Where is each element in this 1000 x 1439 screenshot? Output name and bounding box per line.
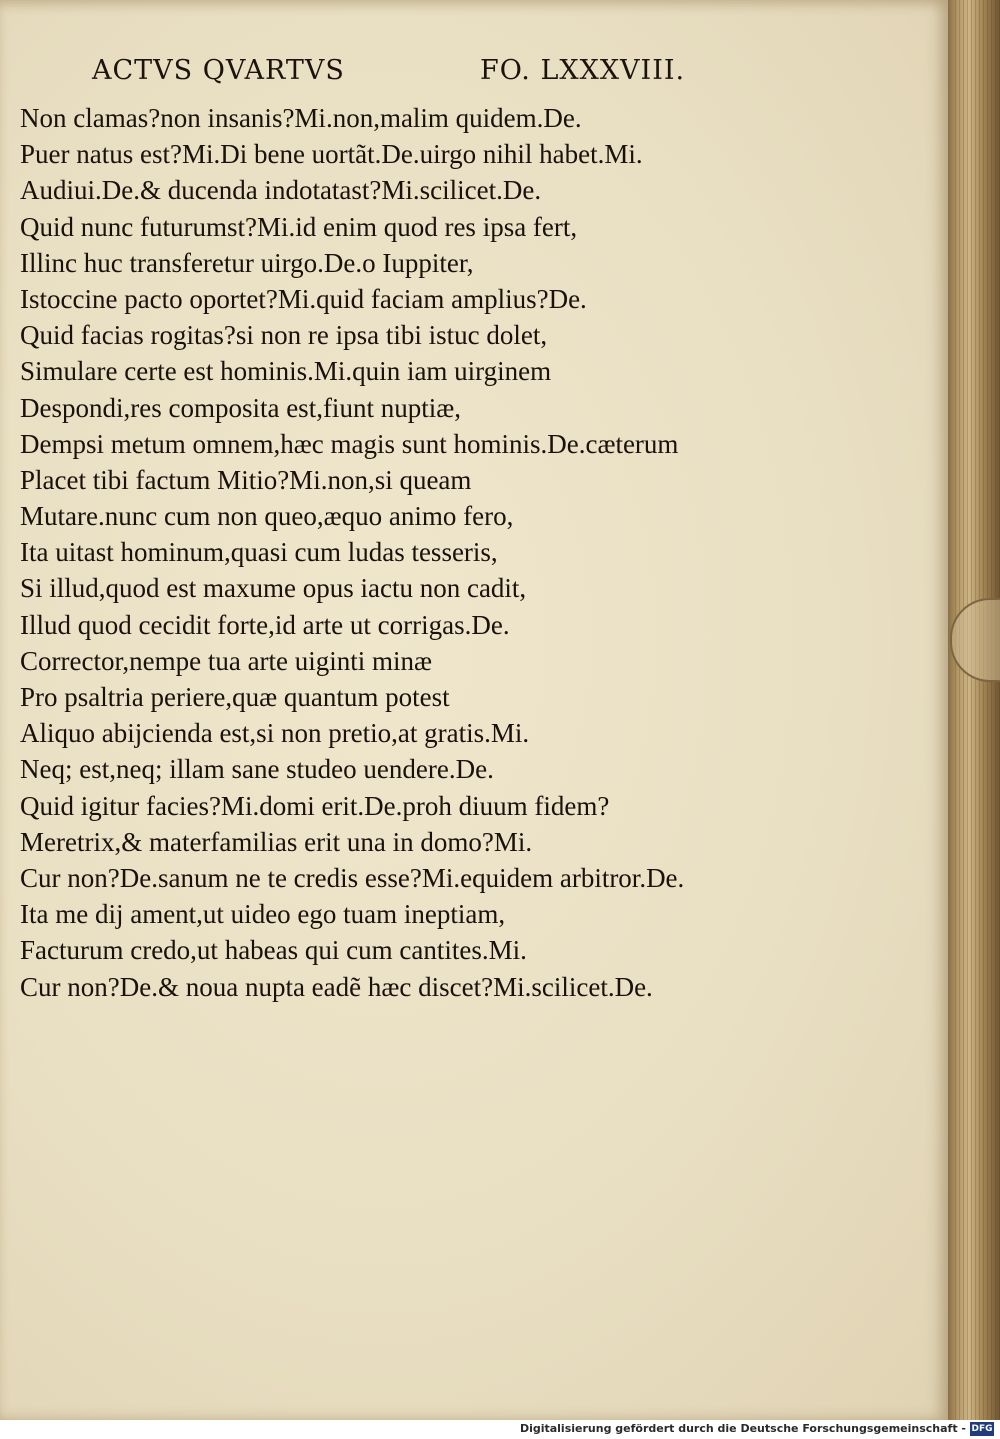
verse-line: Neq; est,neq; illam sane studeo uendere.De. bbox=[20, 754, 494, 785]
verse-line: Cur non?De.sanum ne te credis esse?Mi.equidem arbitror.De. bbox=[20, 862, 685, 893]
verse-line: Aliquo abijcienda est,si non pretio,at gratis.Mi. bbox=[20, 718, 530, 749]
verse-line: Facturum credo,ut habeas qui cum cantites.Mi. bbox=[20, 935, 527, 966]
verse-line: Corrector,nempe tua arte uiginti minæ bbox=[20, 645, 433, 676]
verse-line: Quid igitur facies?Mi.domi erit.De.proh diuum fidem? bbox=[20, 790, 610, 821]
verse-line: Placet tibi factum Mitio?Mi.non,si queam bbox=[20, 464, 472, 495]
folio-number: FO. LXXXVIII. bbox=[480, 55, 686, 86]
verse-line: Ita uitast hominum,quasi cum ludas tesseris, bbox=[20, 537, 498, 568]
verse-line: Illinc huc transferetur uirgo.De.o Iuppiter, bbox=[20, 247, 474, 278]
verse-line: Meretrix,& materfamilias erit una in domo?Mi. bbox=[20, 826, 533, 857]
verse-line: Illud quod cecidit forte,id arte ut corrigas.De. bbox=[20, 609, 510, 640]
running-head: ACTVS QVARTVS bbox=[92, 55, 345, 86]
verse-line: Audiui.De.& ducenda indotatast?Mi.scilicet.De. bbox=[20, 175, 542, 206]
funding-credit: Digitalisierung gefördert durch die Deutsche Forschungsgemeinschaft - bbox=[519, 1422, 966, 1435]
digitization-footer bbox=[0, 1420, 1000, 1439]
verse-line: Non clamas?non insanis?Mi.non,malim quidem.De. bbox=[20, 103, 582, 133]
verse-line: Puer natus est?Mi.Di bene uortãt.De.uirgo nihil habet.Mi. bbox=[20, 139, 643, 170]
verse-text-block bbox=[20, 100, 750, 1005]
verse-line: Despondi,res composita est,fiunt nuptiæ, bbox=[20, 392, 461, 423]
verse-line: Quid facias rogitas?si non re ipsa tibi istuc dolet, bbox=[20, 320, 548, 351]
verse-line: Quid nunc futurumst?Mi.id enim quod res ipsa fert, bbox=[20, 211, 578, 242]
verse-line: Mutare.nunc cum non queo,æquo animo fero, bbox=[20, 501, 514, 532]
dfg-logo: DFG bbox=[971, 1424, 993, 1434]
verse-line: Ita me dij ament,ut uideo ego tuam ineptiam, bbox=[20, 899, 506, 930]
verse-line: Istoccine pacto oportet?Mi.quid faciam amplius?De. bbox=[20, 283, 587, 314]
verse-line: Dempsi metum omnem,hæc magis sunt hominis.De.cæterum bbox=[20, 428, 679, 459]
verse-line: Cur non?De.& noua nupta eadẽ hæc discet?Mi.scilicet.De. bbox=[20, 971, 653, 1002]
verse-line: Simulare certe est hominis.Mi.quin iam uirginem bbox=[20, 356, 552, 387]
page-edge-stack bbox=[955, 0, 1000, 1420]
verse-line: Pro psaltria periere,quæ quantum potest bbox=[20, 682, 450, 712]
page-header bbox=[92, 55, 722, 99]
verse-line: Si illud,quod est maxume opus iactu non cadit, bbox=[20, 573, 527, 604]
